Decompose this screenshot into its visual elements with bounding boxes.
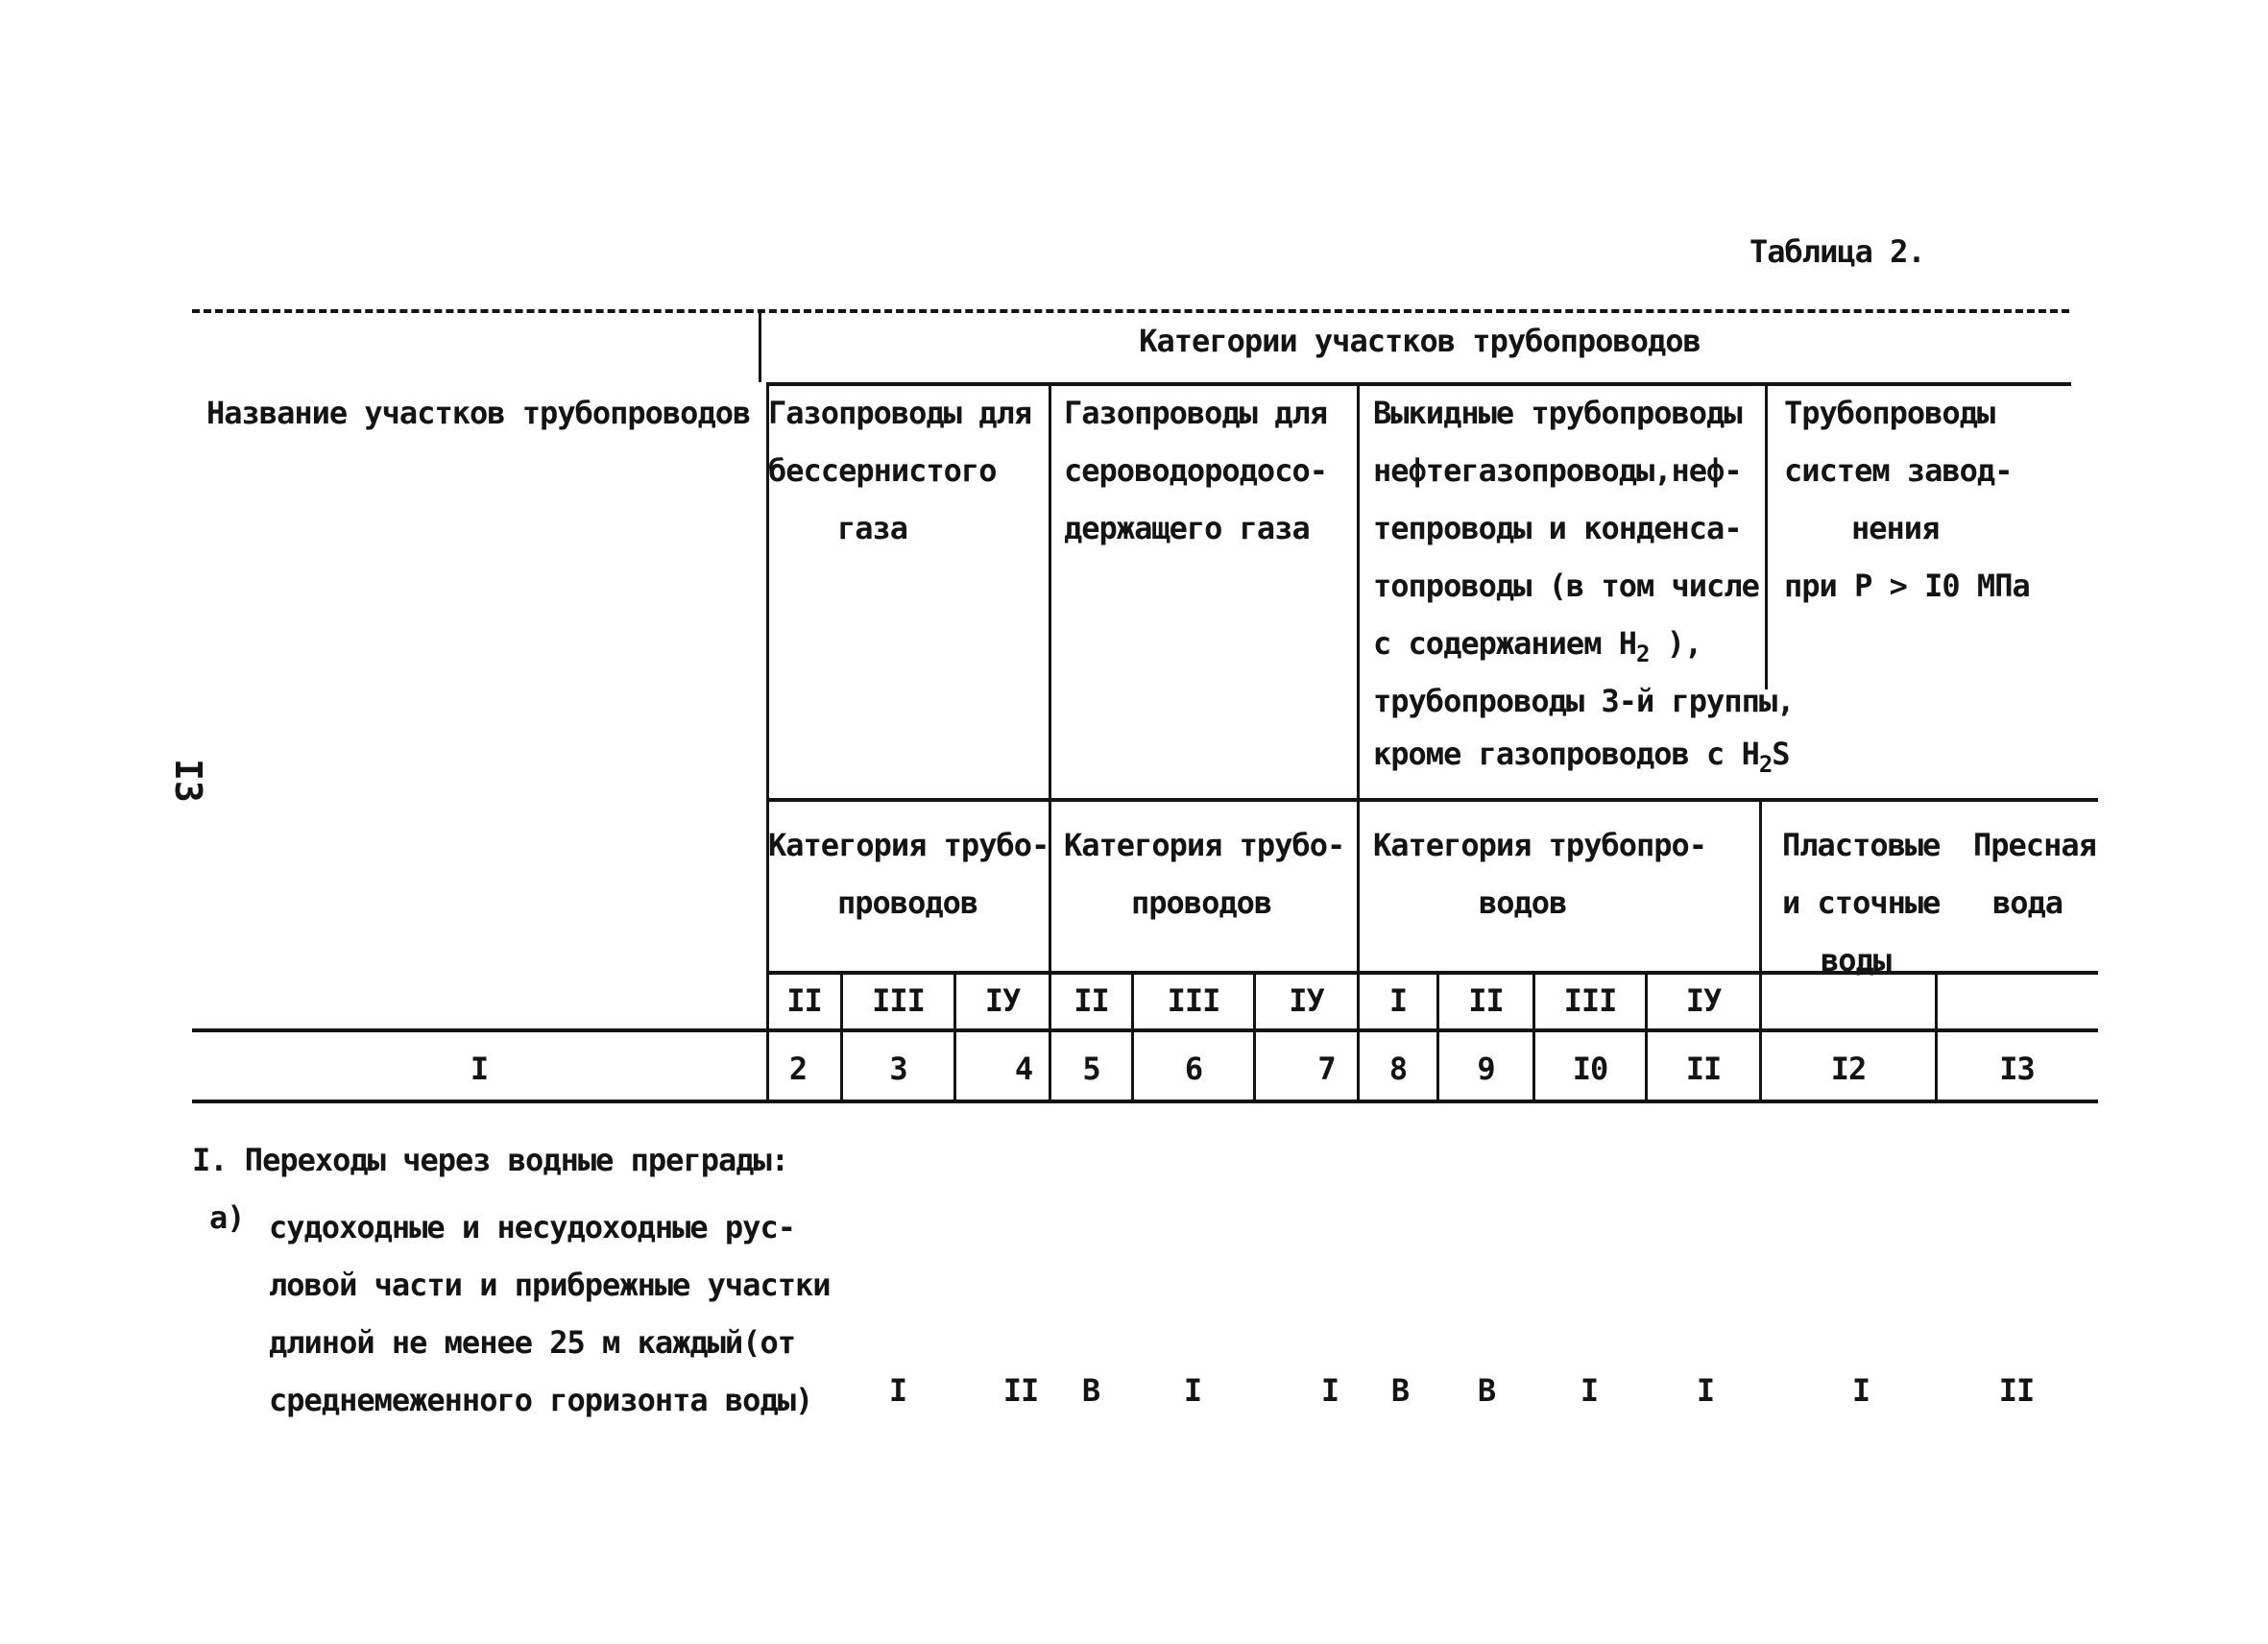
- group-2-line-1: Газопроводы для: [1064, 395, 1327, 431]
- subgroup-3-line-2: водов: [1479, 884, 1567, 921]
- colnum-7: 7: [1317, 1051, 1336, 1087]
- value-col-10: I: [1696, 1372, 1715, 1409]
- subgroup-2-line-2: проводов: [1131, 884, 1272, 921]
- value-col-7: В: [1390, 1372, 1410, 1409]
- subgroup-5-line-2: вода: [1992, 884, 2063, 921]
- subgroup-4-line-2: и сточные: [1782, 884, 1941, 921]
- vline-name-col: [759, 309, 761, 382]
- group-3-line-4: топроводы (в том числе: [1373, 568, 1759, 604]
- subgroup-4-line-3: воды: [1821, 942, 1892, 979]
- subgroup-4-line-1: Пластовые: [1782, 827, 1941, 863]
- colnum-8: 8: [1388, 1051, 1408, 1087]
- colnum-3: 3: [889, 1051, 907, 1087]
- subgroup-1-line-2: проводов: [837, 884, 978, 921]
- subgroup-3-line-1: Категория трубопро-: [1373, 827, 1707, 863]
- subgroup-2-line-1: Категория трубо-: [1064, 827, 1345, 863]
- roman-7: I: [1388, 982, 1408, 1019]
- group-1-line-2: бессернистого: [768, 452, 997, 489]
- roman-10: IУ: [1685, 982, 1722, 1019]
- roman-9: III: [1563, 982, 1617, 1019]
- subgroup-5-line-1: Пресная: [1973, 827, 2096, 863]
- group-4-line-1: Трубопроводы: [1784, 395, 1995, 431]
- group-4-line-4: при P > I0 МПа: [1784, 568, 2030, 604]
- value-col-4: В: [1081, 1372, 1100, 1409]
- rule-under-groups: [768, 798, 2098, 802]
- roman-5: III: [1167, 982, 1220, 1019]
- page-number: I3: [167, 759, 209, 803]
- item-marker: а): [209, 1199, 245, 1236]
- roman-1: II: [786, 982, 822, 1019]
- colnum-12: I2: [1830, 1051, 1867, 1087]
- group-3-line-3: тепроводы и конденса-: [1373, 510, 1742, 546]
- colnum-6: 6: [1184, 1051, 1203, 1087]
- colnum-11: II: [1685, 1051, 1722, 1087]
- section-title: I. Переходы через водные преграды:: [192, 1142, 789, 1178]
- group-3-line-7: кроме газопроводов с $H_2S$: [1373, 736, 1790, 778]
- group-2-line-3: держащего газа: [1064, 510, 1310, 546]
- colnum-13: I3: [1999, 1051, 2035, 1087]
- group-3-line-1: Выкидные трубопроводы: [1373, 395, 1742, 431]
- value-col-12: II: [1998, 1372, 2035, 1409]
- value-col-3: II: [1002, 1372, 1039, 1409]
- subgroup-1-line-1: Категория трубо-: [768, 827, 1050, 863]
- group-4-line-2: систем завод-: [1784, 452, 2013, 489]
- value-col-9: I: [1580, 1372, 1599, 1409]
- item-line-3: длиной не менее 25 м каждый(от: [269, 1324, 795, 1361]
- group-2-line-2: сероводородосо-: [1064, 452, 1327, 489]
- roman-6: IУ: [1289, 982, 1324, 1019]
- rule-numbers-bottom: [192, 1100, 2098, 1103]
- value-col-2: I: [888, 1372, 907, 1409]
- row-name-header: Название участков трубопроводов: [206, 395, 751, 431]
- vline-g3: [1765, 382, 1768, 689]
- colnum-2: 2: [788, 1051, 808, 1087]
- colnum-9: 9: [1477, 1051, 1495, 1087]
- group-3-line-5: с содержанием $H_2$ ),: [1373, 625, 1702, 667]
- value-col-11: I: [1851, 1372, 1870, 1409]
- group-1-line-3: газа: [837, 510, 908, 546]
- value-col-6: I: [1320, 1372, 1339, 1409]
- group-3-line-6: трубопроводы 3-й группы,: [1373, 683, 1795, 719]
- roman-3: IУ: [984, 982, 1021, 1019]
- roman-8: II: [1468, 982, 1504, 1019]
- group-4-line-3: нения: [1851, 510, 1940, 546]
- rule-under-categories: [768, 382, 2071, 386]
- categories-header: Категории участков трубопроводов: [1139, 323, 1701, 359]
- group-1-line-1: Газопроводы для: [768, 395, 1031, 431]
- rule-under-subgroups: [768, 971, 2098, 975]
- value-col-5: I: [1183, 1372, 1202, 1409]
- colnum-5: 5: [1082, 1051, 1100, 1087]
- rule-header-bottom: [192, 1028, 2098, 1032]
- colnum-4: 4: [1014, 1051, 1033, 1087]
- roman-4: II: [1074, 982, 1109, 1019]
- item-line-4: среднемеженного горизонта воды): [269, 1382, 813, 1418]
- group-3-line-2: нефтегазопроводы,неф-: [1373, 452, 1742, 489]
- roman-2: III: [872, 982, 925, 1019]
- table-label: Таблица 2.: [1749, 233, 1925, 270]
- top-dashed-rule: [192, 309, 2069, 313]
- item-line-1: судоходные и несудоходные рус-: [269, 1209, 795, 1245]
- item-line-2: ловой части и прибрежные участки: [269, 1267, 831, 1303]
- colnum-1: I: [470, 1051, 489, 1087]
- value-col-8: В: [1477, 1372, 1496, 1409]
- colnum-10: I0: [1572, 1051, 1608, 1087]
